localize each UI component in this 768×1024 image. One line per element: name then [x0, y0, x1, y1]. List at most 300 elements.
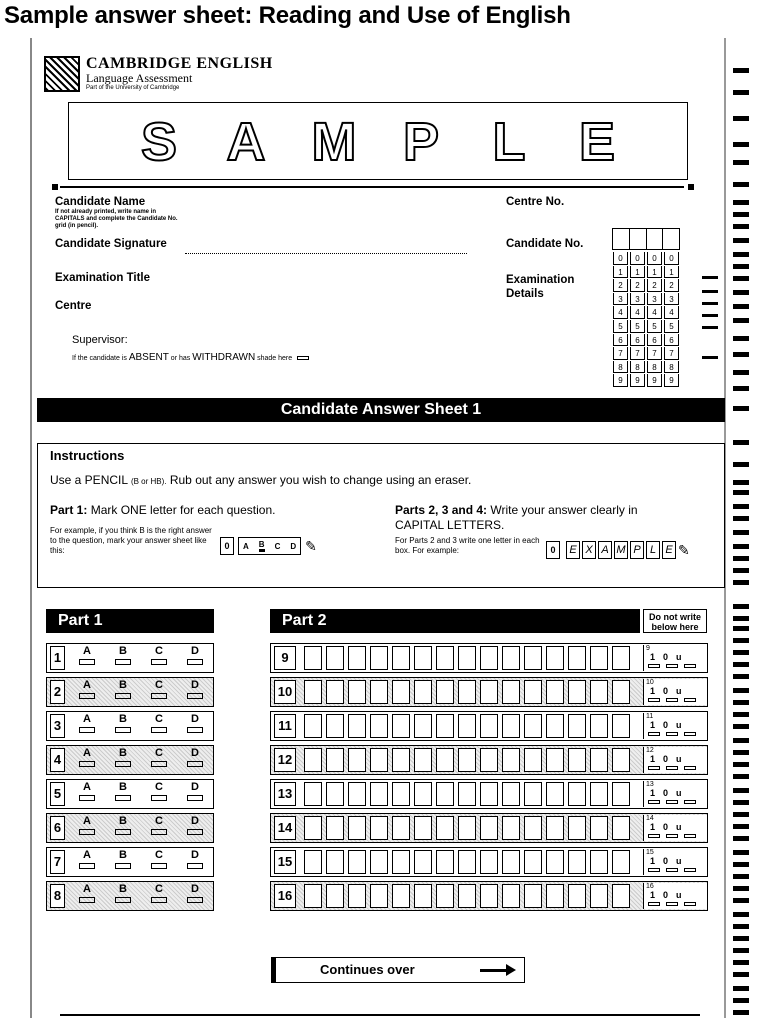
letter-box[interactable]	[524, 680, 542, 704]
part1-question-row	[46, 745, 214, 775]
letter-box[interactable]	[612, 782, 630, 806]
letter-box[interactable]	[546, 748, 564, 772]
answer-option[interactable]: D	[177, 850, 213, 869]
letter-box[interactable]	[458, 884, 476, 908]
letter-box[interactable]	[546, 884, 564, 908]
answer-option[interactable]: C	[141, 850, 177, 869]
letter-box[interactable]	[590, 816, 608, 840]
example-options	[238, 537, 301, 555]
letter-box[interactable]	[568, 782, 586, 806]
letter-box[interactable]	[436, 748, 454, 772]
letter-box[interactable]	[458, 816, 476, 840]
answer-option[interactable]: D	[177, 646, 213, 665]
candidate-number-boxes[interactable]	[612, 228, 680, 250]
grid-digit-cell[interactable]: 3	[613, 293, 628, 306]
letter-box[interactable]	[370, 850, 388, 874]
mark-box[interactable]	[648, 902, 660, 906]
letter-box[interactable]	[546, 714, 564, 738]
answer-option[interactable]: C	[141, 748, 177, 767]
mark-box[interactable]	[666, 834, 678, 838]
part1-question-row	[46, 847, 214, 877]
mark-box[interactable]	[666, 902, 678, 906]
grid-digit-cell[interactable]: 2	[664, 279, 679, 292]
letter-box[interactable]	[392, 680, 410, 704]
timing-mark	[733, 604, 749, 609]
timing-mark	[733, 182, 749, 187]
letter-boxes	[304, 816, 634, 840]
grid-digit-cell[interactable]: 7	[664, 347, 679, 360]
letter-box[interactable]	[370, 816, 388, 840]
part1-question-row	[46, 779, 214, 809]
letter-box[interactable]	[568, 714, 586, 738]
grid-digit-cell[interactable]: 7	[630, 347, 645, 360]
timing-mark	[733, 898, 749, 903]
letter-box[interactable]	[326, 714, 344, 738]
part1-header: Part 1	[46, 609, 214, 633]
grid-digit-cell[interactable]: 3	[630, 293, 645, 306]
letter-box[interactable]	[370, 646, 388, 670]
timing-mark	[733, 626, 749, 631]
grid-digit-cell[interactable]: 7	[613, 347, 628, 360]
grid-digit-cell[interactable]: 9	[630, 374, 645, 387]
timing-mark	[733, 212, 749, 217]
letter-box[interactable]	[480, 782, 498, 806]
letter-boxes	[304, 680, 634, 704]
answer-option[interactable]: A	[69, 646, 105, 665]
letter-box[interactable]	[480, 816, 498, 840]
letter-box[interactable]	[502, 884, 520, 908]
grid-digit-cell[interactable]: 4	[647, 306, 662, 319]
letter-box[interactable]	[414, 884, 432, 908]
letter-box[interactable]	[326, 884, 344, 908]
timing-mark	[733, 490, 749, 495]
answer-option[interactable]: B	[105, 714, 141, 733]
grid-digit-cell[interactable]: 8	[647, 361, 662, 374]
timing-mark	[733, 276, 749, 281]
grid-digit-cell[interactable]: 2	[647, 279, 662, 292]
mark-value: 0	[663, 686, 669, 696]
letter-box[interactable]	[326, 816, 344, 840]
letter-box[interactable]	[414, 816, 432, 840]
letter-box[interactable]	[436, 782, 454, 806]
grid-digit-cell[interactable]: 9	[647, 374, 662, 387]
letter-box[interactable]	[568, 884, 586, 908]
letter-box[interactable]	[370, 748, 388, 772]
sample-letter: M	[311, 112, 357, 172]
letter-box[interactable]	[458, 850, 476, 874]
letter-box[interactable]	[348, 782, 366, 806]
letter-box[interactable]	[370, 680, 388, 704]
answer-option[interactable]: A	[69, 850, 105, 869]
letter-box[interactable]	[436, 850, 454, 874]
grid-digit-cell[interactable]: 8	[613, 361, 628, 374]
timing-mark	[733, 936, 749, 941]
mark-box[interactable]	[684, 834, 696, 838]
candidate-number-grid[interactable]	[612, 252, 680, 388]
grid-digit-cell[interactable]: 6	[613, 334, 628, 347]
timing-mark	[733, 480, 749, 485]
sample-box	[68, 102, 688, 180]
grid-digit-cell[interactable]: 9	[613, 374, 628, 387]
mark-question-number: 12	[646, 747, 654, 754]
answer-option[interactable]: B	[105, 646, 141, 665]
letter-box[interactable]	[568, 816, 586, 840]
timing-mark	[733, 568, 749, 573]
answer-option[interactable]: C	[141, 782, 177, 801]
letter-box[interactable]	[612, 680, 630, 704]
letter-box[interactable]	[370, 714, 388, 738]
letter-box[interactable]	[436, 884, 454, 908]
grid-digit-cell[interactable]: 4	[664, 306, 679, 319]
grid-digit-cell[interactable]: 5	[630, 320, 645, 333]
letter-boxes	[304, 714, 634, 738]
page-title: Sample answer sheet: Reading and Use of English	[4, 2, 571, 29]
mark-value: u	[676, 822, 682, 832]
grid-digit-cell[interactable]: 8	[630, 361, 645, 374]
answer-option[interactable]: B	[105, 748, 141, 767]
letter-box[interactable]	[502, 850, 520, 874]
answer-option[interactable]: A	[69, 680, 105, 699]
example-letter-cell: E	[566, 541, 580, 559]
grid-digit-cell[interactable]: 3	[647, 293, 662, 306]
letter-box[interactable]	[480, 680, 498, 704]
mark-value: 0	[663, 890, 669, 900]
sample-letter: A	[226, 112, 266, 172]
letter-box[interactable]	[392, 748, 410, 772]
letter-box[interactable]	[326, 850, 344, 874]
answer-option[interactable]: B	[105, 680, 141, 699]
detail-mark	[702, 356, 718, 359]
mark-value: u	[676, 788, 682, 798]
grid-digit-cell[interactable]: 0	[613, 252, 628, 265]
letter-box[interactable]	[612, 816, 630, 840]
letter-box[interactable]	[392, 782, 410, 806]
letter-box[interactable]	[458, 646, 476, 670]
mark-box[interactable]	[684, 902, 696, 906]
letter-box[interactable]	[370, 782, 388, 806]
grid-digit-cell[interactable]: 6	[630, 334, 645, 347]
letter-box[interactable]	[612, 884, 630, 908]
letter-box[interactable]	[304, 748, 322, 772]
letter-box[interactable]	[348, 680, 366, 704]
letter-box[interactable]	[436, 680, 454, 704]
letter-box[interactable]	[304, 782, 322, 806]
letter-box[interactable]	[480, 884, 498, 908]
arrow-right-icon	[480, 969, 508, 972]
letter-box[interactable]	[304, 884, 322, 908]
timing-mark	[733, 580, 749, 585]
grid-digit-cell[interactable]: 0	[664, 252, 679, 265]
answer-option[interactable]: D	[177, 816, 213, 835]
letter-box[interactable]	[590, 714, 608, 738]
letter-box[interactable]	[502, 816, 520, 840]
part1-example-text: For example, if you think B is the right answer to the question, mark your answer sheet like this:	[50, 526, 212, 555]
letter-box[interactable]	[502, 782, 520, 806]
parts234-example	[546, 541, 690, 559]
mark-box[interactable]	[648, 698, 660, 702]
answer-option[interactable]: C	[141, 884, 177, 903]
letter-box[interactable]	[348, 884, 366, 908]
absent-note-a: If the candidate is	[72, 355, 127, 362]
answer-option[interactable]: A	[69, 782, 105, 801]
letter-box[interactable]	[568, 680, 586, 704]
letter-box[interactable]	[524, 782, 542, 806]
letter-box[interactable]	[414, 680, 432, 704]
example-num: 0	[220, 537, 234, 555]
answer-option[interactable]: D	[177, 748, 213, 767]
letter-box[interactable]	[436, 646, 454, 670]
candidate-signature-label: Candidate Signature	[55, 238, 167, 250]
letter-box[interactable]	[436, 714, 454, 738]
answer-option[interactable]: A	[69, 714, 105, 733]
grid-digit-cell[interactable]: 2	[630, 279, 645, 292]
part1-instruction	[50, 503, 275, 517]
letter-box[interactable]	[502, 680, 520, 704]
example-letter-cell: X	[582, 541, 596, 559]
timing-mark	[733, 850, 749, 855]
mark-box[interactable]	[666, 732, 678, 736]
letter-box[interactable]	[326, 782, 344, 806]
grid-digit-cell[interactable]: 8	[664, 361, 679, 374]
letter-box[interactable]	[458, 714, 476, 738]
mark-box[interactable]	[648, 834, 660, 838]
mark-box[interactable]	[666, 800, 678, 804]
mark-box[interactable]	[684, 732, 696, 736]
letter-box[interactable]	[612, 850, 630, 874]
letter-box[interactable]	[480, 850, 498, 874]
letter-box[interactable]	[392, 850, 410, 874]
mark-box[interactable]	[666, 698, 678, 702]
answer-option[interactable]: D	[177, 782, 213, 801]
grid-digit-cell[interactable]: 4	[630, 306, 645, 319]
timing-mark	[733, 886, 749, 891]
absent-shade-box[interactable]	[297, 356, 309, 360]
grid-digit-cell[interactable]: 6	[647, 334, 662, 347]
grid-digit-cell[interactable]: 9	[664, 374, 679, 387]
letter-box[interactable]	[524, 714, 542, 738]
letter-box[interactable]	[304, 714, 322, 738]
part1-bold: Part 1:	[50, 503, 88, 517]
answer-option[interactable]: B	[105, 850, 141, 869]
part2-question-row	[270, 847, 708, 877]
mark-box[interactable]	[648, 800, 660, 804]
letter-box[interactable]	[414, 782, 432, 806]
letter-box[interactable]	[524, 748, 542, 772]
mark-value: 0	[663, 788, 669, 798]
grid-digit-cell[interactable]: 1	[664, 266, 679, 279]
letter-box[interactable]	[348, 850, 366, 874]
letter-box[interactable]	[304, 816, 322, 840]
letter-box[interactable]	[568, 748, 586, 772]
timing-mark	[733, 724, 749, 729]
grid-digit-cell[interactable]: 1	[630, 266, 645, 279]
mark-box[interactable]	[648, 664, 660, 668]
instructions-box	[37, 443, 725, 588]
mark-box[interactable]	[684, 868, 696, 872]
mark-box[interactable]	[684, 766, 696, 770]
letter-box[interactable]	[414, 646, 432, 670]
question-number: 8	[50, 884, 65, 908]
letter-box[interactable]	[348, 646, 366, 670]
timing-mark	[733, 304, 749, 309]
timing-mark	[733, 264, 749, 269]
mark-box[interactable]	[666, 868, 678, 872]
timing-mark	[733, 440, 749, 445]
timing-mark	[733, 200, 749, 205]
letter-box[interactable]	[546, 850, 564, 874]
timing-mark	[733, 318, 749, 323]
letter-box[interactable]	[590, 748, 608, 772]
parts234-bold: Parts 2, 3 and 4:	[395, 503, 488, 517]
mark-box[interactable]	[684, 698, 696, 702]
detail-mark	[702, 290, 718, 293]
parts234-instruction	[395, 503, 665, 533]
letter-box[interactable]	[304, 850, 322, 874]
examination-details-label: Examination Details	[506, 274, 575, 300]
answer-option[interactable]: C	[141, 714, 177, 733]
mark-box[interactable]	[648, 766, 660, 770]
examiner-mark-area	[643, 781, 707, 807]
letter-box[interactable]	[458, 782, 476, 806]
letter-box[interactable]	[414, 748, 432, 772]
timing-mark	[733, 738, 749, 743]
letter-box[interactable]	[392, 646, 410, 670]
divider	[60, 186, 684, 188]
letter-box[interactable]	[524, 884, 542, 908]
letter-box[interactable]	[568, 850, 586, 874]
timing-mark	[733, 650, 749, 655]
letter-box[interactable]	[326, 680, 344, 704]
answer-option[interactable]: C	[141, 816, 177, 835]
letter-box[interactable]	[304, 680, 322, 704]
grid-digit-cell[interactable]: 3	[664, 293, 679, 306]
letter-box[interactable]	[348, 714, 366, 738]
letter-box[interactable]	[414, 714, 432, 738]
grid-digit-cell[interactable]: 0	[647, 252, 662, 265]
mark-value: u	[676, 856, 682, 866]
answer-option[interactable]: B	[105, 884, 141, 903]
letter-boxes	[304, 850, 634, 874]
grid-digit-cell[interactable]: 5	[664, 320, 679, 333]
example-num: 0	[546, 541, 560, 559]
answer-option[interactable]: D	[177, 680, 213, 699]
letter-box[interactable]	[480, 748, 498, 772]
answer-option[interactable]: D	[177, 884, 213, 903]
letter-box[interactable]	[590, 646, 608, 670]
letter-box[interactable]	[546, 646, 564, 670]
grid-digit-cell[interactable]: 4	[613, 306, 628, 319]
answer-option[interactable]: C	[141, 646, 177, 665]
letter-box[interactable]	[612, 748, 630, 772]
letter-box[interactable]	[304, 646, 322, 670]
letter-box[interactable]	[348, 816, 366, 840]
answer-option[interactable]: D	[177, 714, 213, 733]
letter-box[interactable]	[348, 748, 366, 772]
grid-digit-cell[interactable]: 1	[647, 266, 662, 279]
letter-box[interactable]	[502, 714, 520, 738]
letter-box[interactable]	[326, 748, 344, 772]
examiner-mark-area	[643, 679, 707, 705]
letter-box[interactable]	[546, 680, 564, 704]
answer-option[interactable]: B	[105, 816, 141, 835]
answer-option[interactable]: A	[69, 816, 105, 835]
pencil-a: Use a PENCIL	[50, 473, 128, 487]
letter-box[interactable]	[414, 850, 432, 874]
supervisor-label: Supervisor:	[72, 334, 128, 346]
letter-box[interactable]	[612, 714, 630, 738]
timing-mark	[733, 336, 749, 341]
letter-box[interactable]	[502, 646, 520, 670]
grid-digit-cell[interactable]: 2	[613, 279, 628, 292]
answer-option[interactable]: A	[69, 748, 105, 767]
letter-box[interactable]	[392, 714, 410, 738]
mark-box[interactable]	[666, 664, 678, 668]
grid-digit-cell[interactable]: 0	[630, 252, 645, 265]
timing-mark	[733, 68, 749, 73]
answer-option[interactable]: A	[69, 884, 105, 903]
letter-box[interactable]	[458, 748, 476, 772]
part2-question-row	[270, 813, 708, 843]
letter-box[interactable]	[590, 850, 608, 874]
letter-box[interactable]	[612, 646, 630, 670]
timing-mark	[733, 912, 749, 917]
letter-box[interactable]	[568, 646, 586, 670]
letter-box[interactable]	[590, 680, 608, 704]
grid-digit-cell[interactable]: 6	[664, 334, 679, 347]
letter-box[interactable]	[326, 646, 344, 670]
timing-mark	[733, 142, 749, 147]
mark-box[interactable]	[684, 800, 696, 804]
letter-box[interactable]	[392, 816, 410, 840]
grid-digit-cell[interactable]: 1	[613, 266, 628, 279]
letter-box[interactable]	[590, 884, 608, 908]
letter-box[interactable]	[480, 646, 498, 670]
grid-digit-cell[interactable]: 7	[647, 347, 662, 360]
letter-box[interactable]	[502, 748, 520, 772]
timing-mark	[733, 788, 749, 793]
detail-mark	[702, 276, 718, 279]
letter-box[interactable]	[546, 816, 564, 840]
letter-box[interactable]	[392, 884, 410, 908]
timing-mark	[733, 544, 749, 549]
detail-mark	[702, 314, 718, 317]
letter-box[interactable]	[436, 816, 454, 840]
letter-box[interactable]	[524, 850, 542, 874]
mark-box[interactable]	[666, 766, 678, 770]
timing-mark	[733, 1010, 749, 1015]
answer-option[interactable]: B	[105, 782, 141, 801]
brand-name: CAMBRIDGE ENGLISH	[86, 55, 273, 72]
letter-box[interactable]	[480, 714, 498, 738]
letter-box[interactable]	[546, 782, 564, 806]
answer-option[interactable]: C	[141, 680, 177, 699]
mark-box[interactable]	[648, 732, 660, 736]
letter-box[interactable]	[524, 816, 542, 840]
grid-digit-cell[interactable]: 5	[647, 320, 662, 333]
parts234-text: Write your answer clearly in CAPITAL LETTERS.	[395, 503, 638, 532]
letter-box[interactable]	[524, 646, 542, 670]
mark-box[interactable]	[684, 664, 696, 668]
part1-question-row	[46, 881, 214, 911]
detail-marks	[702, 276, 720, 376]
example-letter-cell: P	[630, 541, 644, 559]
letter-box[interactable]	[370, 884, 388, 908]
letter-box[interactable]	[458, 680, 476, 704]
grid-digit-cell[interactable]: 5	[613, 320, 628, 333]
signature-field[interactable]	[185, 253, 467, 254]
letter-box[interactable]	[590, 782, 608, 806]
mark-box[interactable]	[648, 868, 660, 872]
